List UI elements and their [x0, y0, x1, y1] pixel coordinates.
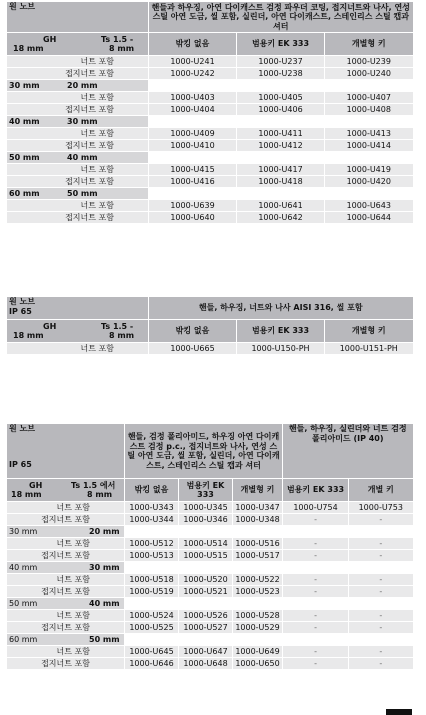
- part-number-cell: 1000-U642: [237, 212, 325, 224]
- part-number-cell: 1000-U415: [149, 164, 237, 176]
- part-number-cell: -: [349, 646, 413, 658]
- table-row: [7, 92, 413, 104]
- table-title-cell: [7, 424, 125, 479]
- table-row: [7, 68, 413, 80]
- ip-rating: IP 65: [9, 306, 32, 316]
- part-number-cell: -: [283, 574, 349, 586]
- table-row: [7, 538, 413, 550]
- table-row: [7, 586, 413, 598]
- part-number-cell: 1000-U240: [325, 68, 413, 80]
- row-label: 너트 포함: [7, 343, 149, 355]
- table-row: [7, 164, 413, 176]
- part-number-cell: 1000-U345: [179, 502, 233, 514]
- table-row: [7, 104, 413, 116]
- part-number-cell: 1000-U512: [125, 538, 179, 550]
- column-header: 개별형 키: [325, 320, 413, 343]
- row-label: 너트 포함: [7, 56, 149, 68]
- gh-ts-header: [7, 320, 149, 343]
- part-number-cell: 1000-U405: [237, 92, 325, 104]
- part-number-cell: 1000-U523: [233, 586, 283, 598]
- table-row: [7, 622, 413, 634]
- part-number-cell: -: [283, 550, 349, 562]
- part-number-cell: -: [349, 550, 413, 562]
- part-number-cell: 1000-U404: [149, 104, 237, 116]
- length-from: 40 mm: [9, 562, 38, 572]
- part-number-cell: 1000-U650: [233, 658, 283, 670]
- part-number-cell: 1000-U528: [233, 610, 283, 622]
- row-label: 접지너트 포함: [7, 514, 125, 526]
- part-number-cell: 1000-U647: [179, 646, 233, 658]
- row-label: 접지너트 포함: [7, 176, 149, 188]
- part-number-cell: 1000-U649: [233, 646, 283, 658]
- table-row: [7, 56, 413, 68]
- row-label: 너트 포함: [7, 502, 125, 514]
- row-label: 접지너트 포함: [7, 550, 125, 562]
- gh-ts-header: [7, 33, 149, 56]
- row-label: 접지너트 포함: [7, 622, 125, 634]
- group-header-fill: [149, 188, 413, 200]
- product-table-1: [6, 2, 413, 224]
- gh-mm-label: 18 mm: [13, 44, 44, 53]
- row-label: 접지너트 포함: [7, 658, 125, 670]
- part-number-cell: 1000-U665: [149, 343, 237, 355]
- row-label: 접지너트 포함: [7, 586, 125, 598]
- part-number-cell: 1000-U414: [325, 140, 413, 152]
- table-title: 원 노브: [7, 2, 149, 33]
- part-number-cell: 1000-U407: [325, 92, 413, 104]
- length-group-header: [7, 116, 413, 128]
- gh-ts-header: [7, 479, 125, 502]
- part-number-cell: 1000-U643: [325, 200, 413, 212]
- length-from: 50 mm: [9, 152, 40, 162]
- part-number-cell: 1000-U524: [125, 610, 179, 622]
- length-from: 30 mm: [9, 80, 40, 90]
- group-header-fill: [125, 598, 413, 610]
- ts-mm-label: 8 mm: [87, 490, 113, 499]
- part-number-cell: 1000-U645: [125, 646, 179, 658]
- part-number-cell: 1000-U238: [237, 68, 325, 80]
- length-range-cell: [7, 80, 149, 92]
- part-number-cell: 1000-U408: [325, 104, 413, 116]
- length-range-cell: [7, 152, 149, 164]
- length-from: 60 mm: [9, 634, 38, 644]
- row-label: 접지너트 포함: [7, 68, 149, 80]
- part-number-cell: -: [283, 610, 349, 622]
- ts-mm-label: 8 mm: [109, 44, 135, 53]
- part-number-cell: 1000-U513: [125, 550, 179, 562]
- part-number-cell: 1000-U521: [179, 586, 233, 598]
- part-number-cell: 1000-U410: [149, 140, 237, 152]
- table-title: 원 노브: [9, 424, 35, 433]
- row-label: 너트 포함: [7, 574, 125, 586]
- part-number-cell: 1000-U754: [283, 502, 349, 514]
- length-from: 60 mm: [9, 188, 40, 198]
- table-row: [7, 610, 413, 622]
- table-row: [7, 128, 413, 140]
- part-number-cell: 1000-U242: [149, 68, 237, 80]
- part-number-cell: 1000-U343: [125, 502, 179, 514]
- column-header: 밖킹 없음: [149, 320, 237, 343]
- part-number-cell: 1000-U346: [179, 514, 233, 526]
- part-number-cell: 1000-U237: [237, 56, 325, 68]
- length-range-cell: [7, 188, 149, 200]
- table-row: [7, 343, 413, 355]
- length-to: 40 mm: [67, 152, 98, 162]
- length-to: 30 mm: [67, 116, 98, 126]
- part-number-cell: -: [283, 514, 349, 526]
- table-title: 원 노브: [9, 297, 35, 306]
- part-number-cell: 1000-U241: [149, 56, 237, 68]
- part-number-cell: 1000-U526: [179, 610, 233, 622]
- product-table-3: [6, 424, 413, 670]
- table-row: [7, 550, 413, 562]
- ts-label: Ts 1.5 -: [101, 35, 134, 44]
- row-label: 너트 포함: [7, 200, 149, 212]
- column-header: 개별 키: [349, 479, 413, 502]
- part-number-cell: 1000-U420: [325, 176, 413, 188]
- row-label: 접지너트 포함: [7, 212, 149, 224]
- length-to: 40 mm: [89, 598, 120, 608]
- table-row: [7, 502, 413, 514]
- part-number-cell: 1000-U525: [125, 622, 179, 634]
- table-row: [7, 658, 413, 670]
- part-number-cell: 1000-U527: [179, 622, 233, 634]
- part-number-cell: 1000-U517: [233, 550, 283, 562]
- length-from: 30 mm: [9, 526, 38, 536]
- length-range-cell: [7, 634, 125, 646]
- row-label: 너트 포함: [7, 538, 125, 550]
- table-description: 핸들, 검정 폴리아미드, 하우징 아연 다이캐스트 검정 p.c., 접지너트와 나사, 연성 스틸 아연 도금, 씰 포함, 실린더, 아연 다이캐스트, 스테인리스 스틸 캡과 셔터: [125, 424, 283, 479]
- part-number-cell: 1000-U529: [233, 622, 283, 634]
- part-number-cell: 1000-U412: [237, 140, 325, 152]
- table-row: [7, 574, 413, 586]
- length-group-header: [7, 152, 413, 164]
- length-group-header: [7, 526, 413, 538]
- length-range-cell: [7, 562, 125, 574]
- part-number-cell: -: [283, 538, 349, 550]
- table-row: [7, 646, 413, 658]
- length-to: 50 mm: [67, 188, 98, 198]
- length-group-header: [7, 80, 413, 92]
- part-number-cell: -: [283, 622, 349, 634]
- column-header: 범용키 EK 333: [237, 33, 325, 56]
- table-row: [7, 140, 413, 152]
- length-to: 50 mm: [89, 634, 120, 644]
- part-number-cell: -: [283, 658, 349, 670]
- part-number-cell: 1000-U646: [125, 658, 179, 670]
- part-number-cell: 1000-U409: [149, 128, 237, 140]
- column-header: 범용키 EK 333: [283, 479, 349, 502]
- part-number-cell: 1000-U648: [179, 658, 233, 670]
- part-number-cell: -: [349, 574, 413, 586]
- table-row: [7, 176, 413, 188]
- part-number-cell: 1000-U151-PH: [325, 343, 413, 355]
- length-range-cell: [7, 116, 149, 128]
- gh-label: GH: [43, 322, 57, 331]
- gh-label: GH: [29, 481, 43, 490]
- part-number-cell: 1000-U644: [325, 212, 413, 224]
- group-header-fill: [149, 80, 413, 92]
- row-label: 접지너트 포함: [7, 104, 149, 116]
- length-group-header: [7, 634, 413, 646]
- part-number-cell: 1000-U640: [149, 212, 237, 224]
- column-header: 범용키 EK 333: [237, 320, 325, 343]
- row-label: 너트 포함: [7, 610, 125, 622]
- row-label: 너트 포함: [7, 164, 149, 176]
- group-header-fill: [149, 152, 413, 164]
- part-number-cell: 1000-U514: [179, 538, 233, 550]
- part-number-cell: 1000-U519: [125, 586, 179, 598]
- length-group-header: [7, 188, 413, 200]
- part-number-cell: -: [349, 538, 413, 550]
- length-from: 40 mm: [9, 116, 40, 126]
- row-label: 너트 포함: [7, 92, 149, 104]
- gh-mm-label: 18 mm: [13, 331, 44, 340]
- part-number-cell: 1000-U348: [233, 514, 283, 526]
- part-number-cell: -: [349, 658, 413, 670]
- group-header-fill: [125, 526, 413, 538]
- gh-mm-label: 18 mm: [11, 490, 42, 499]
- part-number-cell: -: [349, 586, 413, 598]
- column-header: 밖킹 없음: [149, 33, 237, 56]
- part-number-cell: -: [283, 646, 349, 658]
- row-label: 접지너트 포함: [7, 140, 149, 152]
- part-number-cell: 1000-U419: [325, 164, 413, 176]
- column-header: 범용키 EK 333: [179, 479, 233, 502]
- part-number-cell: -: [349, 622, 413, 634]
- row-label: 너트 포함: [7, 128, 149, 140]
- group-header-fill: [125, 634, 413, 646]
- length-to: 20 mm: [89, 526, 120, 536]
- part-number-cell: 1000-U515: [179, 550, 233, 562]
- gh-label: GH: [43, 35, 57, 44]
- product-table-2: [6, 297, 413, 355]
- table-description: 핸들과 하우징, 아연 다이캐스트 검정 파우더 코팅, 접지너트와 나사, 연성 스틸 아연 도금, 씰 포함, 실린더, 아연 다이캐스트, 스테인리스 스틸 캡과 셔터: [149, 2, 413, 33]
- table-row: [7, 514, 413, 526]
- row-label: 너트 포함: [7, 646, 125, 658]
- length-group-header: [7, 598, 413, 610]
- table-title-cell: [7, 297, 149, 320]
- length-from: 50 mm: [9, 598, 38, 608]
- table-description-alt: 핸들, 하우징, 실린더와 너트 검정 폴리아미드 (IP 40): [283, 424, 413, 479]
- table-row: [7, 212, 413, 224]
- part-number-cell: 1000-U347: [233, 502, 283, 514]
- part-number-cell: 1000-U522: [233, 574, 283, 586]
- part-number-cell: 1000-U403: [149, 92, 237, 104]
- column-header: 개별형 키: [233, 479, 283, 502]
- column-header: 밖킹 없음: [125, 479, 179, 502]
- length-range-cell: [7, 598, 125, 610]
- part-number-cell: 1000-U518: [125, 574, 179, 586]
- corner-marker: [386, 709, 412, 715]
- ts-label: Ts 1.5 에서: [71, 481, 116, 490]
- ip-rating: IP 65: [9, 459, 32, 469]
- part-number-cell: 1000-U520: [179, 574, 233, 586]
- part-number-cell: -: [349, 514, 413, 526]
- table-row: [7, 200, 413, 212]
- length-range-cell: [7, 526, 125, 538]
- part-number-cell: -: [349, 610, 413, 622]
- part-number-cell: 1000-U516: [233, 538, 283, 550]
- part-number-cell: 1000-U639: [149, 200, 237, 212]
- part-number-cell: 1000-U411: [237, 128, 325, 140]
- group-header-fill: [125, 562, 413, 574]
- part-number-cell: 1000-U344: [125, 514, 179, 526]
- part-number-cell: 1000-U753: [349, 502, 413, 514]
- part-number-cell: 1000-U413: [325, 128, 413, 140]
- length-group-header: [7, 562, 413, 574]
- part-number-cell: 1000-U239: [325, 56, 413, 68]
- part-number-cell: 1000-U641: [237, 200, 325, 212]
- part-number-cell: 1000-U150-PH: [237, 343, 325, 355]
- part-number-cell: 1000-U418: [237, 176, 325, 188]
- part-number-cell: 1000-U406: [237, 104, 325, 116]
- group-header-fill: [149, 116, 413, 128]
- column-header: 개별형 키: [325, 33, 413, 56]
- part-number-cell: 1000-U417: [237, 164, 325, 176]
- part-number-cell: -: [283, 586, 349, 598]
- length-to: 30 mm: [89, 562, 120, 572]
- ts-mm-label: 8 mm: [109, 331, 135, 340]
- part-number-cell: 1000-U416: [149, 176, 237, 188]
- length-to: 20 mm: [67, 80, 98, 90]
- table-description: 핸들, 하우징, 너트와 나사 AISI 316, 씰 포함: [149, 297, 413, 320]
- ts-label: Ts 1.5 -: [101, 322, 134, 331]
